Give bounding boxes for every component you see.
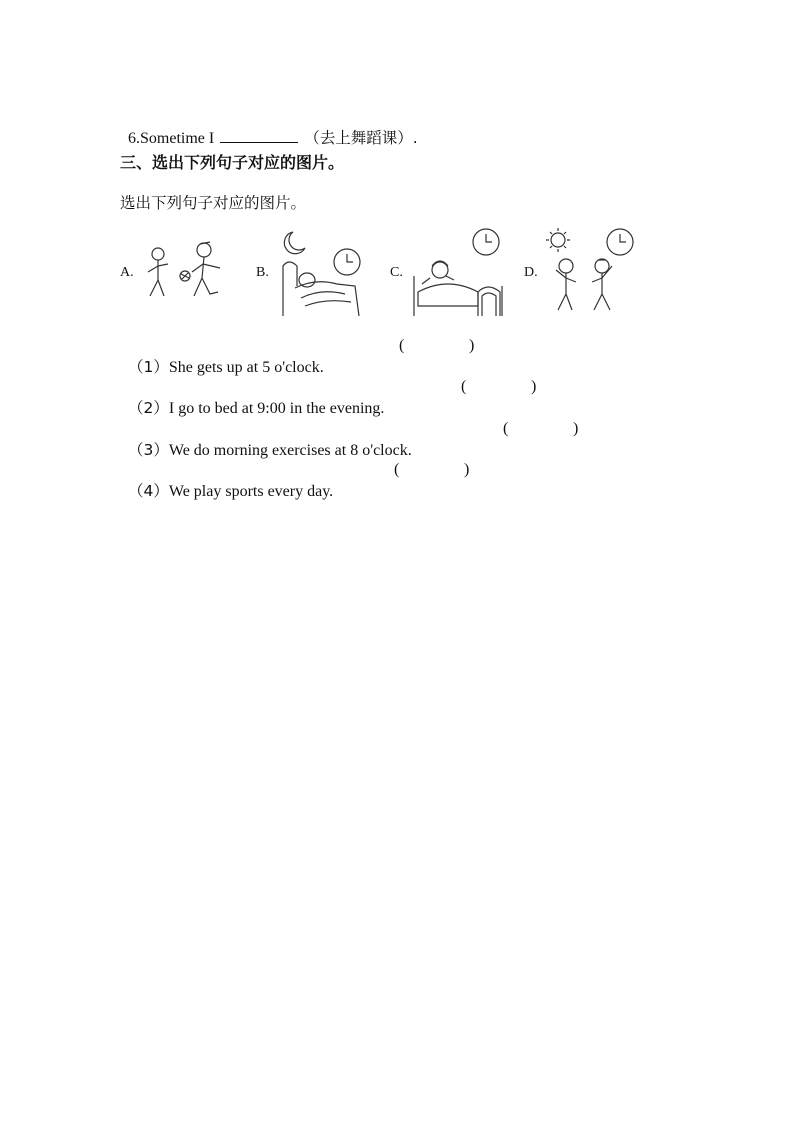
question-6 [120, 108, 418, 148]
question-1 [120, 337, 324, 377]
question-6-hint: （去上舞蹈课）. [304, 129, 418, 147]
kids-playing-ball-icon [140, 236, 235, 306]
question-number: （1） [128, 358, 169, 376]
question-number: （3） [128, 441, 169, 459]
picture-label-d: D. [524, 265, 538, 280]
picture-label-a: A. [120, 265, 134, 280]
question-3 [120, 420, 412, 460]
sleeping-at-night-icon [275, 226, 370, 316]
section-heading: 三、选出下列句子对应的图片。 [120, 153, 345, 172]
answer-blank[interactable] [220, 128, 298, 143]
answer-paren-close: ) [464, 461, 470, 478]
picture-label-c: C. [390, 265, 403, 280]
question-text: We play sports every day. [168, 483, 334, 500]
section-instruction: 选出下列句子对应的图片。 [120, 194, 307, 212]
morning-exercise-icon [542, 226, 642, 316]
picture-label-b: B. [256, 265, 269, 280]
question-text: I go to bed at 9:00 in the evening. [168, 400, 385, 417]
answer-paren-close: ) [573, 420, 579, 437]
answer-paren-close: ) [469, 337, 475, 354]
answer-paren-close: ) [531, 378, 537, 395]
answer-paren-open: ( [461, 378, 467, 395]
question-text: She gets up at 5 o'clock. [168, 359, 324, 376]
question-2 [120, 378, 384, 418]
waking-up-icon [408, 226, 508, 318]
answer-paren-open: ( [394, 461, 400, 478]
question-number: （2） [128, 399, 169, 417]
question-text: We do morning exercises at 8 o'clock. [168, 442, 412, 459]
answer-paren-open: ( [503, 420, 509, 437]
question-number: （4） [128, 482, 169, 500]
question-6-prefix: 6.Sometime I [128, 130, 215, 147]
answer-paren-open: ( [399, 337, 405, 354]
question-4 [120, 461, 333, 501]
